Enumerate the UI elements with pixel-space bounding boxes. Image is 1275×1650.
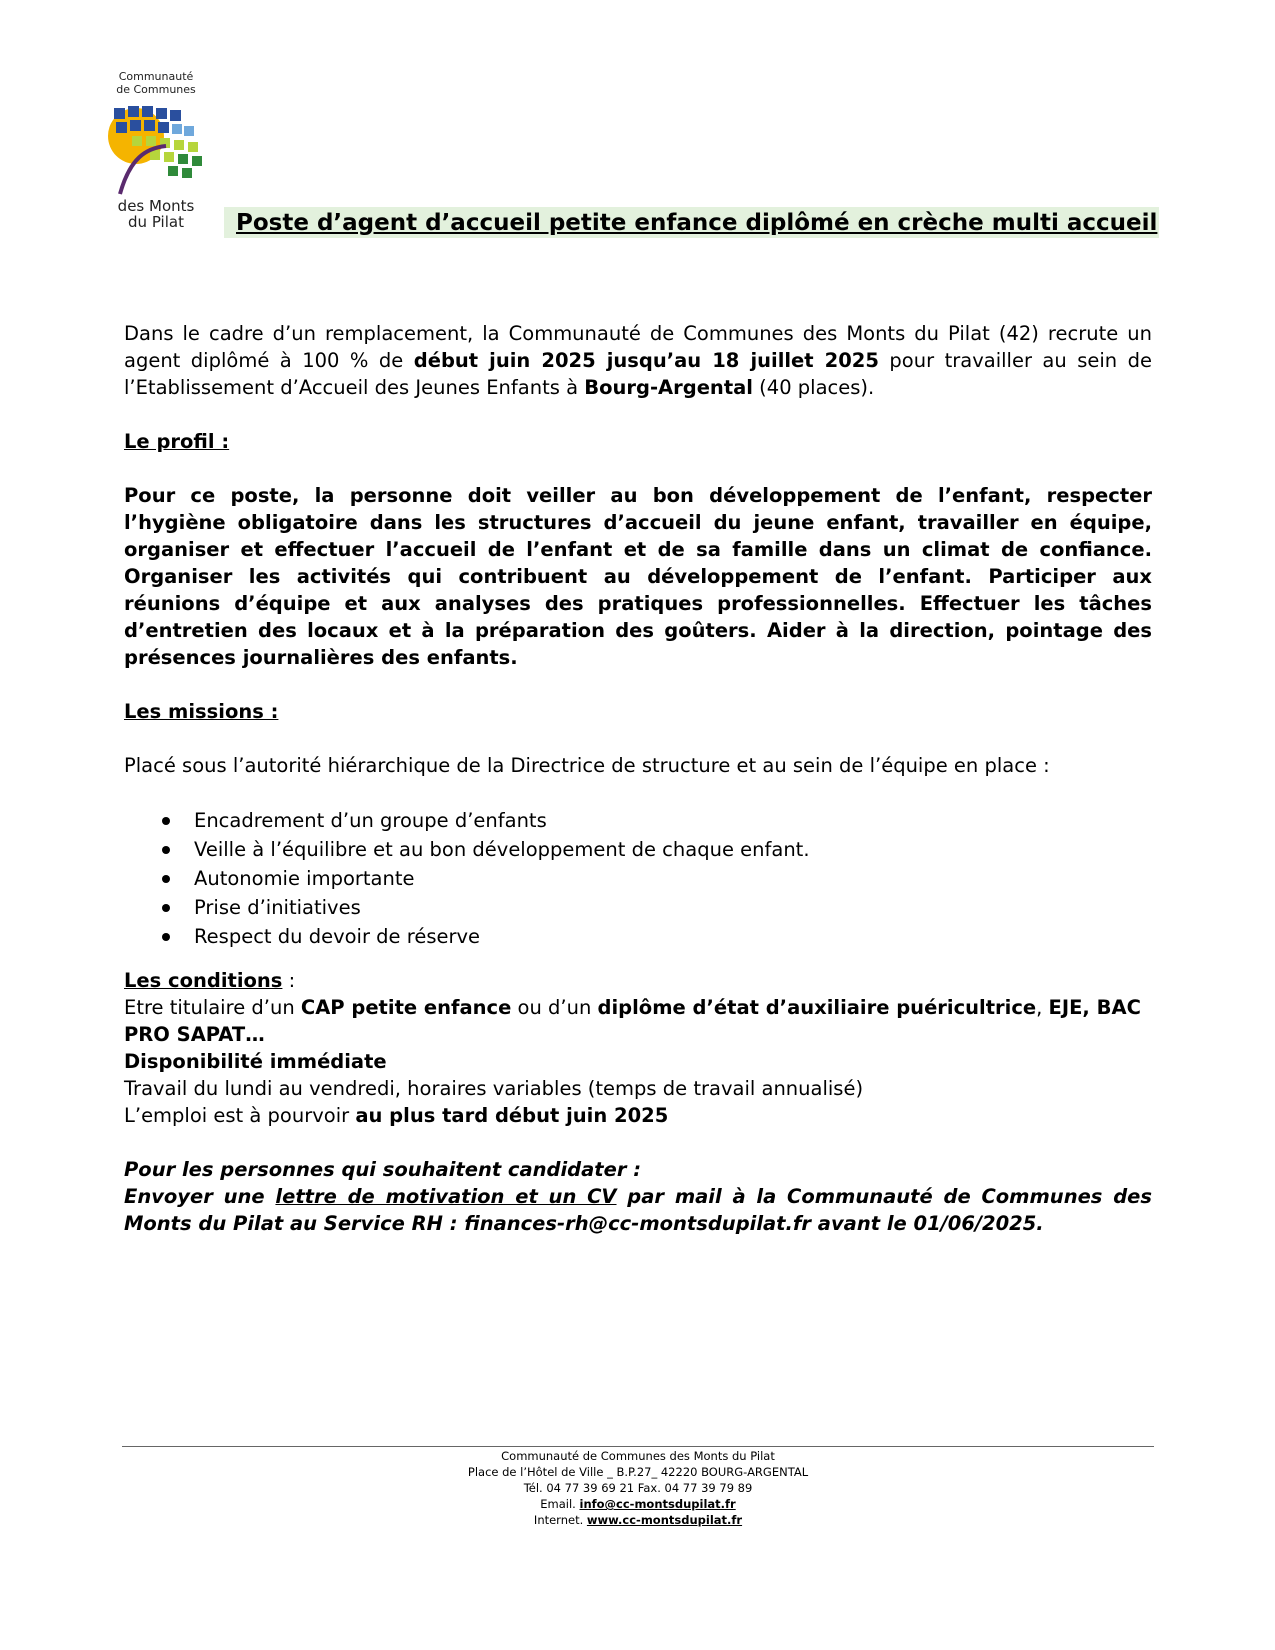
list-item (124, 893, 1152, 922)
logo-line-4: du Pilat (128, 213, 184, 231)
conditions-line-2: Disponibilité immédiate (124, 1050, 387, 1073)
list-item (124, 835, 1152, 864)
intro-dates: début juin 2025 jusqu’au 18 juillet 2025 (413, 349, 879, 372)
conditions-colon: : (282, 969, 296, 992)
intro-location: Bourg-Argental (584, 376, 753, 399)
cond-text-2: ou d’un (511, 996, 598, 1019)
list-item-label: Respect du devoir de réserve (194, 925, 481, 948)
cond-l4-text: L’emploi est à pourvoir (124, 1104, 356, 1127)
candidature-line-1: Pour les personnes qui souhaitent candidater : (124, 1158, 642, 1181)
bullet-icon (162, 933, 170, 941)
footer-line-5 (322, 1512, 954, 1528)
bullet-icon (162, 875, 170, 883)
cond-diplome: diplôme d’état d’auxiliaire puéricultrice (597, 996, 1037, 1019)
conditions-line-3: Travail du lundi au vendredi, horaires variables (temps de travail annualisé) (124, 1077, 864, 1100)
footer-line-4 (322, 1496, 954, 1512)
list-item-label: Prise d’initiatives (194, 896, 361, 919)
logo-text-bottom (106, 198, 206, 230)
footer-website-link[interactable]: www.cc-montsdupilat.fr (586, 1513, 743, 1527)
logo-line-3: des Monts (117, 197, 195, 215)
intro-text-3: (40 places). (752, 376, 875, 399)
conditions-line-1 (124, 994, 1152, 1048)
missions-intro: Placé sous l’autorité hiérarchique de la Directrice de structure et au sein de l’équipe en place : (124, 754, 1050, 777)
logo-emblem-icon (106, 98, 206, 198)
intro-paragraph (124, 320, 1152, 401)
list-item (124, 806, 1152, 835)
intro-text-2: pour travailler au sein de l’Etablissement d’Accueil des Jeunes Enfants à (124, 349, 1152, 399)
organization-logo (106, 70, 206, 230)
footer (322, 1448, 954, 1528)
page-title: Poste d’agent d’accueil petite enfance diplômé en crèche multi accueil (236, 210, 1158, 236)
list-item-label: Veille à l’équilibre et au bon développement de chaque enfant. (194, 838, 810, 861)
cand-text-2: par mail à la Communauté de Communes des Monts du Pilat au Service RH : finances-rh@cc-montsdupilat.fr avant le 01/06/2025. (124, 1185, 1152, 1235)
footer-line-1: Communauté de Communes des Monts du Pilat (501, 1449, 775, 1463)
footer-email-link[interactable]: info@cc-montsdupilat.fr (579, 1497, 736, 1511)
list-item-label: Autonomie importante (194, 867, 415, 890)
cond-eje: EJE, BAC PRO SAPAT… (124, 996, 1141, 1046)
document-body (124, 320, 1152, 1237)
logo-text-top (106, 70, 206, 96)
footer-divider (122, 1446, 1154, 1447)
candidature-line-2 (124, 1183, 1152, 1237)
cond-l4-bold: au plus tard début juin 2025 (355, 1104, 669, 1127)
missions-heading: Les missions : (124, 700, 279, 723)
footer-website-label: Internet. (533, 1513, 587, 1527)
cond-text-1: Etre titulaire d’un (124, 996, 301, 1019)
cond-cap: CAP petite enfance (300, 996, 512, 1019)
logo-line-2: de Communes (116, 83, 196, 96)
footer-line-3: Tél. 04 77 39 69 21 Fax. 04 77 39 79 89 (523, 1481, 753, 1495)
footer-line-2: Place de l’Hôtel de Ville _ B.P.27_ 42220 BOURG-ARGENTAL (467, 1465, 809, 1479)
conditions-heading: Les conditions (124, 969, 283, 992)
bullet-icon (162, 817, 170, 825)
cand-documents: lettre de motivation et un CV (275, 1185, 617, 1208)
bullet-icon (162, 846, 170, 854)
profil-paragraph: Pour ce poste, la personne doit veiller au bon développement de l’enfant, respecter l’hygiène obligatoire dans les structures d’accueil du jeune enfant, travailler en équipe, organiser et effectuer l’accueil de l’enfant et de sa famille dans un climat de confiance. Organiser les activités qui contribuent au développement de l’enfant. Participer aux réunions d’équipe et aux analyses des pratiques professionnelles. Effectuer les tâches d’entretien des locaux et à la préparation des goûters. Aider à la direction, pointage des présences journalières des enfants. (124, 484, 1152, 669)
logo-line-1: Communauté (118, 70, 194, 83)
bullet-icon (162, 904, 170, 912)
cand-text-1: Envoyer une (124, 1185, 276, 1208)
conditions-line-4 (124, 1102, 1152, 1129)
list-item-label: Encadrement d’un groupe d’enfants (194, 809, 547, 832)
profil-heading: Le profil : (124, 430, 230, 453)
footer-email-label: Email. (540, 1497, 580, 1511)
cond-text-3: , (1036, 996, 1049, 1019)
list-item (124, 864, 1152, 893)
list-item (124, 922, 1152, 951)
intro-text-1: Dans le cadre d’un remplacement, la Communauté de Communes des Monts du Pilat (42) recrute un agent diplômé à 100 % de (124, 322, 1152, 372)
conditions-heading-line (124, 967, 1152, 994)
missions-list (124, 806, 1152, 951)
